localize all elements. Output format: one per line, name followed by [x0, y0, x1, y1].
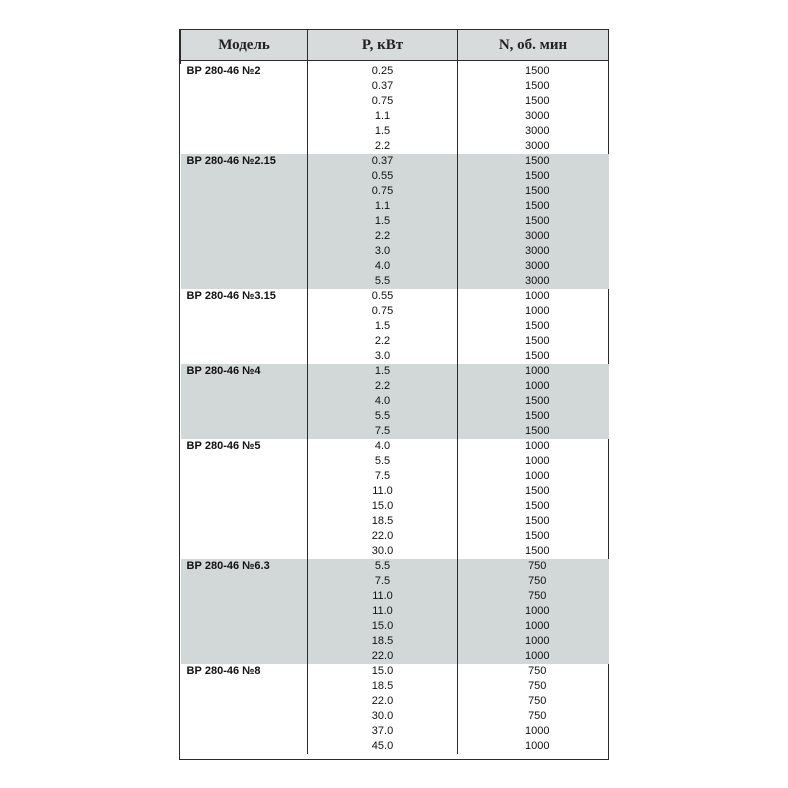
speed-cell: 1000	[458, 604, 609, 619]
model-cell	[181, 409, 308, 424]
speed-cell: 3000	[458, 274, 609, 289]
power-cell: 0.75	[308, 94, 458, 109]
power-cell: 2.2	[308, 139, 458, 154]
table-row	[181, 544, 609, 559]
table-row	[181, 304, 609, 319]
power-cell: 0.37	[308, 154, 458, 169]
table-row	[181, 364, 609, 379]
model-cell: ВР 280-46 №5	[181, 439, 308, 454]
model-cell: ВР 280-46 №2.15	[181, 154, 308, 169]
speed-cell: 750	[528, 710, 547, 722]
power-cell: 7.5	[308, 574, 458, 589]
model-cell	[181, 139, 308, 154]
table-row	[181, 604, 609, 619]
power-cell: 3.0	[308, 349, 458, 364]
table-row	[181, 589, 609, 604]
model-cell	[181, 604, 308, 619]
model-cell: ВР 280-46 №6.3	[181, 559, 308, 574]
speed-cell: 1000	[458, 619, 609, 634]
speed-cell: 1500	[458, 184, 609, 199]
table-row	[181, 379, 609, 394]
speed-cell: 750	[528, 680, 547, 692]
table-row	[181, 559, 609, 574]
table-row	[181, 619, 609, 634]
model-cell	[181, 169, 308, 184]
table-row	[181, 154, 609, 169]
power-cell: 0.55	[308, 169, 458, 184]
table-row	[181, 319, 609, 334]
power-cell: 15.0	[308, 619, 458, 634]
power-cell: 7.5	[308, 424, 458, 439]
model-cell: ВР 280-46 №2	[181, 64, 308, 79]
model-cell	[181, 259, 308, 274]
speed-cell: 1500	[458, 154, 609, 169]
table-row	[181, 244, 609, 259]
power-cell: 15.0	[308, 499, 458, 514]
speed-cell: 1500	[525, 485, 550, 497]
power-cell: 5.5	[308, 559, 458, 574]
speed-cell: 1000	[525, 470, 550, 482]
speed-cell: 750	[528, 665, 547, 677]
table-row	[181, 184, 609, 199]
model-cell	[181, 634, 308, 649]
spec-table-frame	[179, 29, 609, 760]
power-cell: 1.5	[308, 319, 458, 334]
model-cell	[181, 199, 308, 214]
speed-cell: 1500	[525, 515, 550, 527]
speed-cell: 1500	[458, 394, 609, 409]
model-cell	[181, 319, 308, 334]
power-cell: 1.1	[308, 199, 458, 214]
power-cell: 11.0	[308, 604, 458, 619]
table-row	[181, 334, 609, 349]
speed-cell: 1000	[458, 649, 609, 664]
model-cell	[181, 109, 308, 124]
table-row	[181, 649, 609, 664]
table-row	[181, 274, 609, 289]
model-cell	[181, 349, 308, 364]
speed-cell: 1500	[525, 65, 550, 77]
power-cell: 45.0	[308, 739, 458, 754]
table-row	[181, 574, 609, 589]
speed-cell: 1500	[458, 214, 609, 229]
table-row	[181, 529, 609, 544]
model-cell	[181, 79, 308, 94]
power-cell: 22.0	[308, 649, 458, 664]
table-row	[181, 664, 609, 679]
table-row	[181, 694, 609, 709]
model-cell	[181, 544, 308, 559]
speed-cell: 1500	[525, 530, 550, 542]
power-cell: 1.5	[308, 124, 458, 139]
model-cell: ВР 280-46 №8	[181, 664, 308, 679]
speed-cell: 1500	[525, 545, 550, 557]
speed-cell: 3000	[458, 259, 609, 274]
table-row	[181, 484, 609, 499]
model-cell	[181, 574, 308, 589]
power-cell: 1.5	[308, 364, 458, 379]
power-cell: 0.75	[308, 304, 458, 319]
table-row	[181, 139, 609, 154]
power-cell: 22.0	[308, 529, 458, 544]
speed-cell: 3000	[458, 244, 609, 259]
table-row	[181, 169, 609, 184]
model-cell	[181, 469, 308, 484]
speed-cell: 1000	[525, 740, 550, 752]
model-cell	[181, 274, 308, 289]
speed-cell: 1500	[458, 169, 609, 184]
speed-cell: 1000	[525, 305, 550, 317]
table-body	[181, 64, 609, 754]
table-row	[181, 394, 609, 409]
model-cell	[181, 304, 308, 319]
model-cell	[181, 649, 308, 664]
power-cell: 30.0	[308, 709, 458, 724]
model-cell	[181, 589, 308, 604]
table-row	[181, 79, 609, 94]
speed-cell: 750	[458, 574, 609, 589]
power-cell: 11.0	[308, 484, 458, 499]
model-cell	[181, 694, 308, 709]
speed-cell: 1000	[525, 455, 550, 467]
model-cell	[181, 244, 308, 259]
table-row	[181, 289, 609, 304]
model-cell	[181, 514, 308, 529]
power-cell: 4.0	[308, 394, 458, 409]
spec-table	[180, 29, 609, 754]
power-cell: 4.0	[308, 259, 458, 274]
speed-cell: 1000	[525, 290, 550, 302]
speed-cell: 3000	[458, 229, 609, 244]
power-cell: 2.2	[308, 379, 458, 394]
table-row	[181, 724, 609, 739]
table-header	[181, 30, 609, 65]
power-cell: 5.5	[308, 454, 458, 469]
table-row	[181, 634, 609, 649]
speed-cell: 750	[458, 589, 609, 604]
table-row	[181, 109, 609, 124]
power-cell: 18.5	[308, 679, 458, 694]
model-cell	[181, 124, 308, 139]
header-model: Модель	[181, 30, 308, 61]
model-cell	[181, 229, 308, 244]
table-row	[181, 349, 609, 364]
model-cell	[181, 529, 308, 544]
model-cell	[181, 724, 308, 739]
table-row	[181, 214, 609, 229]
table-row	[181, 514, 609, 529]
speed-cell: 750	[528, 695, 547, 707]
power-cell: 5.5	[308, 409, 458, 424]
power-cell: 37.0	[308, 724, 458, 739]
speed-cell: 1500	[525, 320, 550, 332]
table-row	[181, 679, 609, 694]
power-cell: 22.0	[308, 694, 458, 709]
model-cell: ВР 280-46 №4	[181, 364, 308, 379]
table-row	[181, 64, 609, 79]
speed-cell: 3000	[525, 110, 550, 122]
model-cell: ВР 280-46 №3.15	[181, 289, 308, 304]
power-cell: 0.55	[308, 289, 458, 304]
model-cell	[181, 454, 308, 469]
speed-cell: 1000	[525, 725, 550, 737]
power-cell: 0.75	[308, 184, 458, 199]
power-cell: 3.0	[308, 244, 458, 259]
speed-cell: 1500	[458, 424, 609, 439]
model-cell	[181, 214, 308, 229]
power-cell: 0.37	[308, 79, 458, 94]
model-cell	[181, 94, 308, 109]
header-power: P, кВт	[308, 30, 458, 61]
table-row	[181, 739, 609, 754]
model-cell	[181, 184, 308, 199]
power-cell: 5.5	[308, 274, 458, 289]
speed-cell: 1500	[458, 409, 609, 424]
model-cell	[181, 394, 308, 409]
speed-cell: 1000	[458, 634, 609, 649]
table-row	[181, 409, 609, 424]
speed-cell: 1500	[525, 335, 550, 347]
table-row	[181, 124, 609, 139]
table-row	[181, 94, 609, 109]
speed-cell: 1500	[458, 199, 609, 214]
power-cell: 2.2	[308, 229, 458, 244]
table-row	[181, 499, 609, 514]
speed-cell: 1500	[525, 80, 550, 92]
table-row	[181, 259, 609, 274]
power-cell: 4.0	[308, 439, 458, 454]
speed-cell: 3000	[525, 140, 550, 152]
power-cell: 7.5	[308, 469, 458, 484]
power-cell: 15.0	[308, 664, 458, 679]
power-cell: 1.1	[308, 109, 458, 124]
header-speed: N, об. мин	[458, 30, 609, 61]
model-cell	[181, 499, 308, 514]
model-cell	[181, 619, 308, 634]
power-cell: 2.2	[308, 334, 458, 349]
speed-cell: 1000	[458, 379, 609, 394]
table-row	[181, 439, 609, 454]
table-row	[181, 469, 609, 484]
power-cell: 11.0	[308, 589, 458, 604]
speed-cell: 750	[458, 559, 609, 574]
table-row	[181, 199, 609, 214]
power-cell: 18.5	[308, 514, 458, 529]
speed-cell: 1000	[458, 364, 609, 379]
speed-cell: 1500	[525, 500, 550, 512]
model-cell	[181, 709, 308, 724]
power-cell: 1.5	[308, 214, 458, 229]
model-cell	[181, 739, 308, 754]
table-row	[181, 424, 609, 439]
speed-cell: 1500	[525, 350, 550, 362]
table-row	[181, 229, 609, 244]
model-cell	[181, 379, 308, 394]
speed-cell: 1500	[525, 95, 550, 107]
speed-cell: 3000	[525, 125, 550, 137]
model-cell	[181, 334, 308, 349]
power-cell: 0.25	[308, 64, 458, 79]
speed-cell: 1000	[525, 440, 550, 452]
model-cell	[181, 424, 308, 439]
table-row	[181, 454, 609, 469]
power-cell: 30.0	[308, 544, 458, 559]
model-cell	[181, 679, 308, 694]
model-cell	[181, 484, 308, 499]
power-cell: 18.5	[308, 634, 458, 649]
table-row	[181, 709, 609, 724]
